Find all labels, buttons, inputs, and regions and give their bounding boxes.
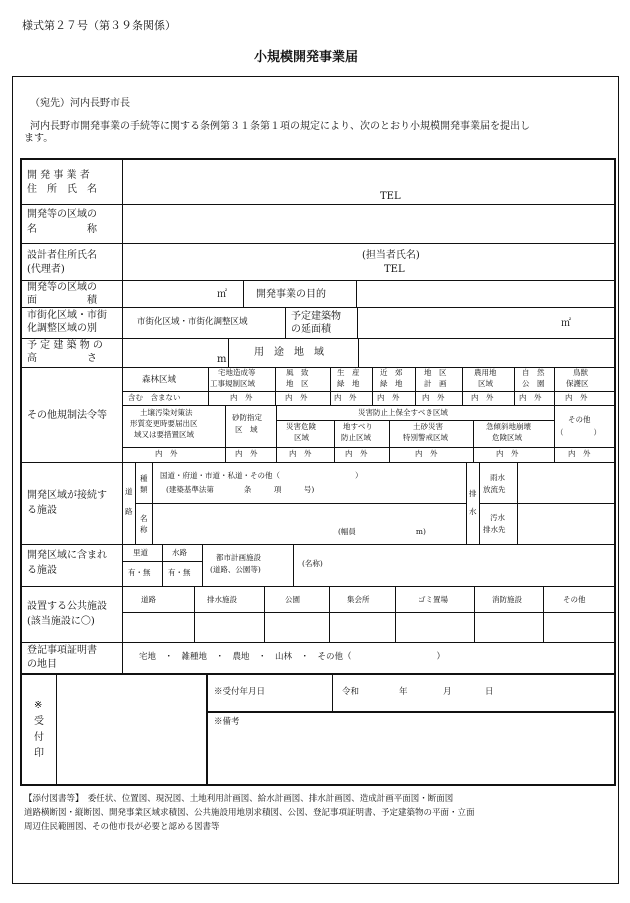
public-item-park[interactable]: 公園 [285, 595, 300, 604]
remarks-input[interactable] [210, 730, 612, 782]
area-input[interactable] [124, 281, 214, 306]
disaster-header: 災害防止上保全すべき区域 [358, 408, 448, 417]
waterway-yesno[interactable]: 有・無 [168, 568, 191, 577]
col-district-2: 計 画 [424, 379, 447, 388]
intro-line-1: 河内長野市開発事業の手続等に関する条例第３１条第１項の規定により、次のとおり小規模開発事業届を提出し [30, 121, 530, 132]
area-label-2: 面 積 [27, 295, 97, 306]
purpose-label: 開発事業の目的 [256, 289, 326, 300]
zoning-input[interactable] [360, 340, 614, 366]
height-unit: m [217, 354, 227, 365]
floor-label-1: 予定建築物 [291, 311, 341, 322]
col-district-1: 地 区 [424, 368, 447, 377]
urban-label-2: 化調整区域の別 [27, 323, 97, 334]
site-label-2: 名 称 [27, 224, 97, 235]
designer-label-1: 設計者住所氏名 [27, 250, 97, 261]
registry-value[interactable]: 宅地 ・ 雑種地 ・ 農地 ・ 山林 ・ その他（ ） [139, 652, 446, 662]
zoning-label: 用 途 地 域 [254, 347, 324, 358]
site-label-1: 開発等の区域の [27, 209, 97, 220]
receipt-stamp-area[interactable] [58, 675, 205, 784]
height-label-2: 高 さ [27, 353, 97, 364]
suburb-inout[interactable]: 内 外 [377, 393, 400, 402]
receipt-date-label: ※受付年月日 [214, 687, 266, 697]
kind-1: 種 [140, 474, 148, 483]
designer-input[interactable] [124, 244, 614, 279]
col-scenic-2: 地 区 [286, 379, 309, 388]
disaster-2b: 防止区域 [341, 433, 371, 442]
other-1: その他 [568, 415, 591, 424]
height-input[interactable] [124, 340, 214, 366]
road-types[interactable]: 国道・府道・市道・私道・その他（ ） [160, 471, 363, 480]
road-2: 路 [125, 507, 133, 516]
public-item-other[interactable]: その他 [563, 595, 586, 604]
height-label-1: 予 定 建 築 物 の [27, 340, 103, 351]
registry-label-1: 登記事項証明書 [27, 645, 97, 656]
contained-label-1: 開発区域に含まれ [27, 550, 107, 561]
designer-contact: (担当者氏名) [362, 250, 420, 261]
bird-inout[interactable]: 内 外 [565, 393, 588, 402]
other-2[interactable]: （ ） [556, 428, 601, 437]
other-inout[interactable]: 内 外 [568, 449, 591, 458]
contained-label-2: る施設 [27, 565, 57, 576]
floor-area-input[interactable] [359, 309, 557, 337]
col-farm-1: 農用地 [474, 368, 497, 377]
facility-name[interactable]: (名称) [302, 559, 323, 568]
developer-label-2: 住 所 氏 名 [27, 184, 97, 195]
area-unit: ㎡ [217, 289, 227, 300]
remarks-label: ※備考 [214, 717, 240, 727]
green-inout[interactable]: 内 外 [334, 393, 357, 402]
building-law[interactable]: (建築基準法第 条 項 号) [166, 485, 315, 494]
disaster-2-inout[interactable]: 内 外 [345, 449, 368, 458]
housing-inout[interactable]: 内 外 [230, 393, 253, 402]
public-label-1: 設置する公共施設 [27, 601, 107, 612]
col-forest: 森林区域 [142, 375, 177, 385]
waterway-label: 水路 [172, 548, 187, 557]
public-item-drain[interactable]: 排水施設 [207, 595, 237, 604]
scenic-inout[interactable]: 内 外 [285, 393, 308, 402]
stamp-4: 印 [34, 748, 44, 759]
purpose-input[interactable] [358, 281, 614, 306]
disaster-1a: 災害危険 [286, 422, 316, 431]
stamp-1: ※ [34, 700, 43, 711]
col-housing-2: 工事規制区域 [210, 379, 255, 388]
urban-label-1: 市街化区域・市街 [27, 310, 107, 321]
rain-2: 放流先 [483, 485, 506, 494]
attachments-line-2: 道路横断図・縦断図、開発事業区域求積図、公共施設用地別求積図、公図、登記事項証明書、予定建築物の平面・立面 [24, 808, 475, 818]
floor-label-2: の延面積 [291, 324, 331, 335]
connect-label-2: る施設 [27, 505, 57, 516]
col-suburb-2: 緑 地 [380, 379, 403, 388]
road-width[interactable]: (幅員 m) [338, 527, 426, 536]
drain-1: 排 [469, 489, 477, 498]
farm-inout[interactable]: 内 外 [471, 393, 494, 402]
sabo-2: 区 域 [235, 425, 258, 434]
public-item-garbage[interactable]: ゴミ置場 [418, 595, 448, 604]
stamp-3: 付 [34, 732, 44, 743]
area-label-1: 開発等の区域の [27, 282, 97, 293]
disaster-1b: 区域 [294, 433, 309, 442]
public-item-road[interactable]: 道路 [141, 595, 156, 604]
site-name-input[interactable] [124, 205, 614, 242]
col-green-1: 生 産 [337, 368, 360, 377]
disaster-3a: 土砂災害 [413, 422, 443, 431]
col-scenic-1: 風 致 [286, 368, 309, 377]
public-item-fire[interactable]: 消防施設 [492, 595, 522, 604]
receipt-era: 令和 [342, 687, 360, 697]
disaster-2a: 地すべり [343, 422, 373, 431]
col-park-2: 公 園 [522, 379, 545, 388]
page-title: 小規模開発事業届 [254, 50, 359, 65]
sabo-inout[interactable]: 内 外 [235, 449, 258, 458]
urban-facility-1: 都市計画施設 [216, 553, 261, 562]
col-housing-1: 宅地造成等 [218, 368, 256, 377]
name-2: 称 [140, 525, 148, 534]
public-item-hall[interactable]: 集会所 [347, 595, 370, 604]
attachments-line-3: 周辺住民範囲図、その他市長が必要と認める図書等 [24, 822, 220, 832]
designer-label-2: (代理者) [27, 264, 65, 275]
col-park-1: 自 然 [522, 368, 545, 377]
col-bird-1: 鳥獣 [573, 368, 588, 377]
intro-line-2: ます。 [24, 133, 54, 144]
name-1: 名 [140, 514, 148, 523]
designer-tel: TEL [384, 264, 405, 275]
other-laws-label: その他規制法令等 [27, 410, 107, 421]
satomichi-yesno[interactable]: 有・無 [128, 568, 151, 577]
sabo-1: 砂防指定 [232, 413, 262, 422]
addressee: （宛先）河内長野市長 [30, 98, 130, 109]
receipt-year: 年 [399, 687, 408, 697]
stamp-2: 受 [34, 716, 44, 727]
rain-1: 雨水 [490, 473, 505, 482]
disaster-3-inout[interactable]: 内 外 [415, 449, 438, 458]
disaster-4-inout[interactable]: 内 外 [496, 449, 519, 458]
col-farm-2: 区域 [478, 379, 493, 388]
urban-facility-2: (道路、公園等) [210, 565, 261, 574]
urban-value[interactable]: 市街化区域・市街化調整区域 [137, 317, 248, 327]
district-inout[interactable]: 内 外 [422, 393, 445, 402]
floor-unit: ㎡ [561, 318, 571, 329]
col-bird-2: 保護区 [566, 379, 589, 388]
road-1: 道 [125, 487, 133, 496]
soil-1: 土壌汚染対策法 [140, 408, 193, 417]
receipt-day: 日 [485, 687, 494, 697]
disaster-3b: 特別警戒区域 [403, 433, 448, 442]
disaster-4b: 危険区域 [492, 433, 522, 442]
connect-label-1: 開発区域が接続す [27, 490, 107, 501]
developer-tel: TEL [380, 191, 401, 202]
soil-inout[interactable]: 内 外 [155, 449, 178, 458]
col-green-2: 緑 地 [337, 379, 360, 388]
disaster-4a: 急傾斜地崩壊 [486, 422, 531, 431]
disaster-1-inout[interactable]: 内 外 [289, 449, 312, 458]
satomichi-label: 里道 [133, 548, 148, 557]
sewage-1: 汚水 [490, 513, 505, 522]
developer-label-1: 開 発 事 業 者 [27, 170, 90, 181]
attachments-line-1: 【添付図書等】 委任状、位置図、現況図、土地利用計画図、給水計画図、排水計画図、造成計画平面図・断面図 [24, 794, 454, 804]
public-label-2: (該当施設に〇) [27, 616, 95, 627]
soil-3: 域又は要措置区域 [134, 430, 194, 439]
registry-label-2: の地目 [27, 659, 57, 670]
col-suburb-1: 近 郊 [380, 368, 403, 377]
kind-2: 類 [140, 485, 148, 494]
sewage-2: 排水先 [483, 525, 506, 534]
receipt-month: 月 [443, 687, 452, 697]
drain-2: 水 [469, 507, 477, 516]
forest-option[interactable]: 含む 含まない [128, 393, 181, 402]
soil-2: 形質変更時要届出区 [130, 419, 198, 428]
park-inout[interactable]: 内 外 [519, 393, 542, 402]
developer-input[interactable] [124, 160, 614, 203]
form-number: 様式第２７号（第３９条関係） [22, 19, 176, 32]
